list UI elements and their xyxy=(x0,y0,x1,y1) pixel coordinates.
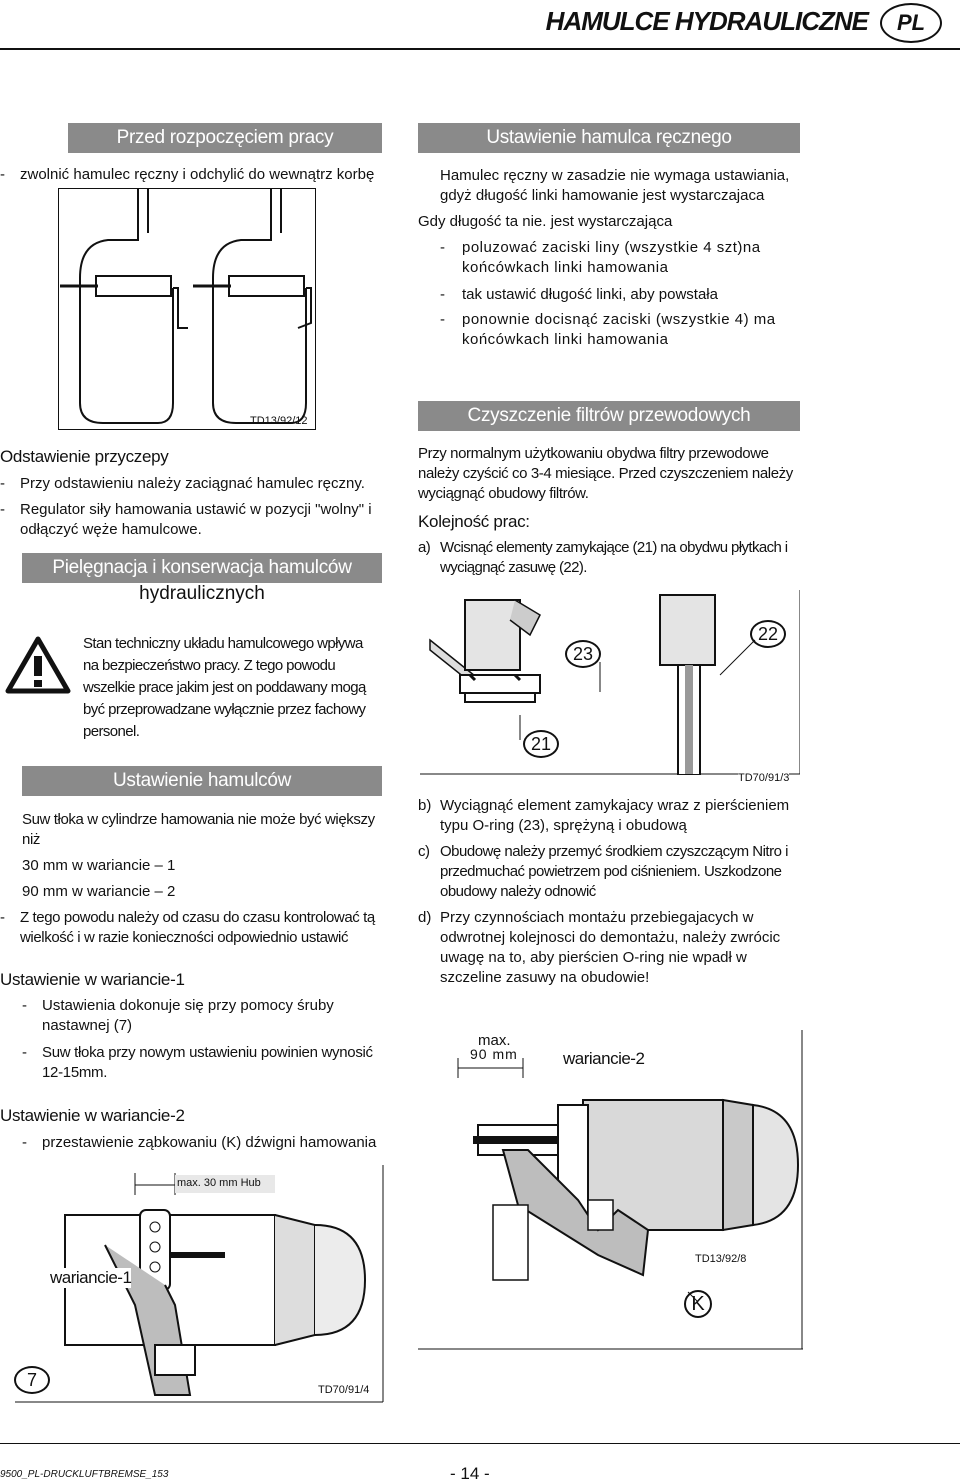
section-title-maintenance: Pielęgnacja i konserwacja hamulców xyxy=(22,553,382,583)
callout-22: 22 xyxy=(750,620,786,648)
figure-id: TD70/91/3 xyxy=(738,772,790,784)
section-title-before-work: Przed rozpoczęciem pracy xyxy=(68,123,382,153)
paragraph: Gdy długość ta nie. jest wystarczająca xyxy=(418,213,673,230)
variant-label: wariancie-1 xyxy=(50,1268,132,1287)
figure-id: TD13/92/12 xyxy=(250,415,308,427)
figure-line-filter xyxy=(420,590,800,775)
list-item: - tak ustawić długość linki, aby powstała xyxy=(440,286,718,303)
page-number: - 14 - xyxy=(450,1464,490,1483)
figure-handbrake-levers xyxy=(58,188,316,430)
list-item: b) Wyciągnąć element zamykajacy wraz z pierścieniem typu O-ring (23), sprężyną i obudową xyxy=(418,797,790,834)
warning-text: Stan techniczny układu hamulcowego wpływa na bezpieczeństwo pracy. Z tego powodu wszelkie prace jakim jest on poddawany mogą być przeprowadzane wyłącznie przez fachowy personel. xyxy=(83,635,366,740)
list-item: - poluzować zaciski liny (wszystkie 4 szt)na końcówkach linki hamowania xyxy=(440,239,761,276)
warning-icon xyxy=(5,636,71,694)
variant-1-stroke: 30 mm w wariancie – 1 xyxy=(22,857,176,874)
footer-doc-id: 9500_PL-DRUCKLUFTBREMSE_153 xyxy=(0,1469,169,1480)
paragraph: Hamulec ręczny w zasadzie nie wymaga ustawiania, gdyż długość linki hamowanie jest wystarczajaca xyxy=(440,167,790,204)
callout-23: 23 xyxy=(565,640,601,668)
page-header-title: HAMULCE HYDRAULICZNE xyxy=(545,6,868,36)
list-item: - Z tego powodu należy od czasu do czasu kontrolować tą wielkość i w razie konieczności odpowiednio ustawić xyxy=(0,909,375,946)
list-item: - przestawienie ząbkowaniu (K) dźwigni hamowania xyxy=(22,1134,377,1151)
figure-id: TD70/91/4 xyxy=(318,1384,370,1396)
paragraph: Suw tłoka w cylindrze hamowania nie może być większy niż xyxy=(22,811,375,848)
section-title-filter-cleaning: Czyszczenie filtrów przewodowych xyxy=(418,401,800,431)
list-item: - Regulator siły hamowania ustawić w pozycji "wolny" i odłączyć węże hamulcowe. xyxy=(0,501,372,538)
section-title-variant-1: Ustawienie w wariancie-1 xyxy=(0,970,185,989)
variant-label: wariancie-2 xyxy=(563,1049,645,1068)
subheading-procedure: Kolejność prac: xyxy=(418,512,530,531)
variant-2-stroke: 90 mm w wariancie – 2 xyxy=(22,883,176,900)
paragraph: Przy normalnym użytkowaniu obydwa filtry przewodowe należy czyścić co 3-4 miesiące. Przed czyszczeniem należy wyciągnąć obudowy filtrów. xyxy=(418,445,793,502)
list-item: d) Przy czynnościach montażu przebiegajacych w odwrotnej kolejnosci do demontażu, należy zwrócic uwagę na to, aby pierścien O-ring nie wpadł w szczeline zasuwy na obudowie! xyxy=(418,909,781,986)
dimension-label-max: max. xyxy=(478,1032,511,1049)
footer-rule xyxy=(0,1443,960,1444)
section-title-handbrake-adjustment: Ustawienie hamulca ręcznego xyxy=(418,123,800,153)
header-rule xyxy=(0,48,960,50)
section-subtitle: hydraulicznych xyxy=(139,583,265,604)
callout-7: 7 xyxy=(14,1366,50,1394)
section-title-trailer-parking: Odstawienie przyczepy xyxy=(0,447,169,466)
figure-id: TD13/92/8 xyxy=(695,1253,747,1265)
list-item: - zwolnić hamulec ręczny i odchylić do wewnątrz korbę xyxy=(0,166,375,183)
list-item: c) Obudowę należy przemyć środkiem czyszczącym Nitro i przedmuchać powietrzem pod ciśnieniem. Uszkodzone obudowy należy odnowić xyxy=(418,843,788,900)
list-item: a) Wcisnąć elementy zamykające (21) na obydwu płytkach i wyciągnąć zasuwę (22). xyxy=(418,539,788,576)
section-title-brake-adjustment: Ustawienie hamulców xyxy=(22,766,382,796)
language-badge: PL xyxy=(880,3,942,43)
callout-k: K xyxy=(684,1290,712,1318)
figure-variant-2-cylinder xyxy=(418,1030,803,1350)
list-item: - Przy odstawieniu należy zaciągnać hamulec ręczny. xyxy=(0,475,365,492)
dimension-label-90mm: 90 mm xyxy=(470,1046,518,1062)
list-item: - Ustawienia dokonuje się przy pomocy śruby nastawnej (7) xyxy=(22,997,334,1034)
callout-21: 21 xyxy=(523,730,559,758)
section-title-variant-2: Ustawienie w wariancie-2 xyxy=(0,1106,185,1125)
dimension-label: max. 30 mm Hub xyxy=(177,1177,261,1189)
list-item: - Suw tłoka przy nowym ustawieniu powinien wynosić 12-15mm. xyxy=(22,1044,373,1081)
list-item: - ponownie docisnąć zaciski (wszystkie 4) ma końcówkach linki hamowania xyxy=(440,311,776,348)
